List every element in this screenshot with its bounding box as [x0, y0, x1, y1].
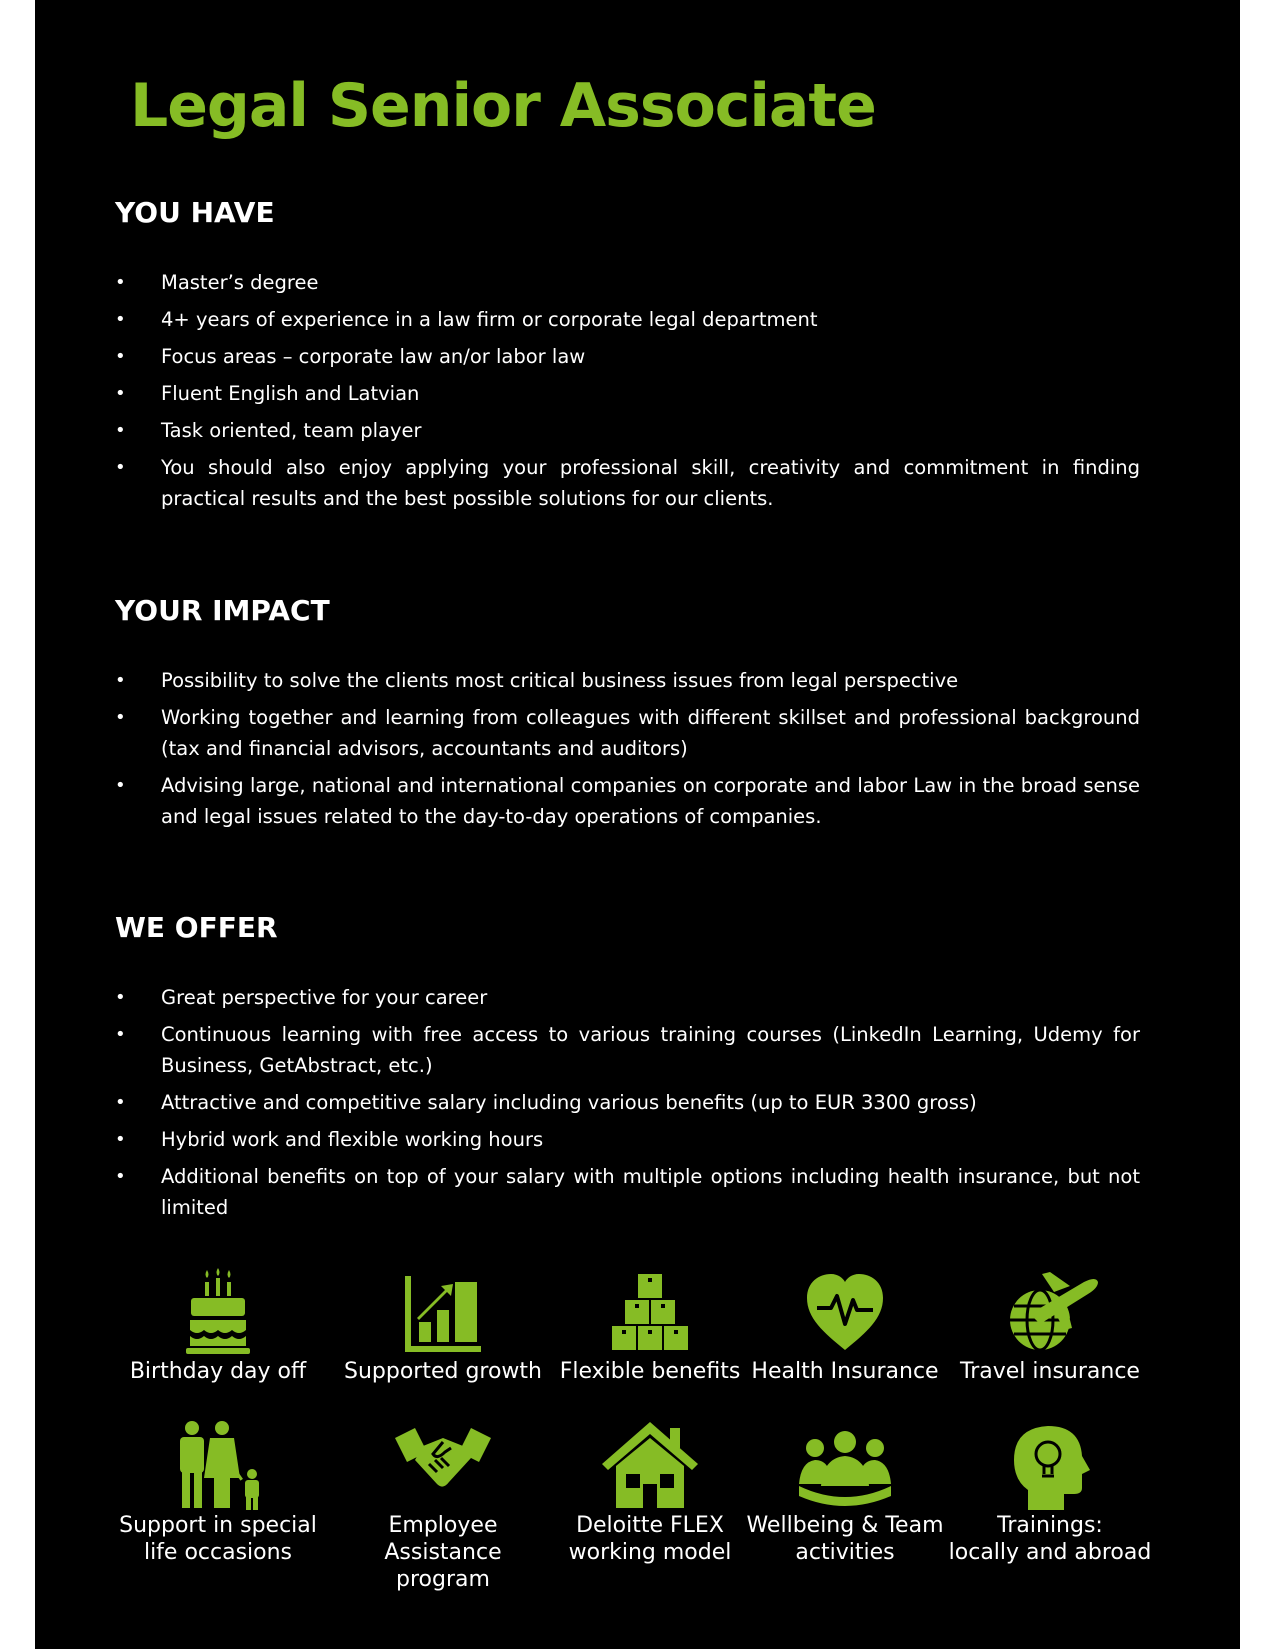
- list-item: • Task oriented, team player: [115, 419, 422, 442]
- benefit-life-occasions: [108, 1420, 328, 1566]
- list-item: • Advising large, national and international companies on corporate and labor Law in the broad sense and legal issues related to the day-to-day operations of companies.: [115, 774, 1140, 828]
- benefit-health: [735, 1268, 955, 1385]
- benefit-flexible: [540, 1268, 760, 1385]
- benefit-label: Supported growth: [343, 1359, 542, 1384]
- benefit-label: Deloitte FLEX working model: [568, 1513, 732, 1565]
- benefit-label: Birthday day off: [129, 1359, 307, 1384]
- we-offer-list: [115, 982, 1140, 1229]
- family-icon: [168, 1420, 268, 1512]
- list-item: • Attractive and competitive salary including various benefits (up to EUR 3300 gross): [115, 1091, 977, 1114]
- growth-chart-icon: [403, 1268, 483, 1358]
- team-icon: [795, 1420, 895, 1512]
- page-title: Legal Senior Associate: [130, 71, 876, 141]
- you-have-list: [115, 267, 1140, 520]
- stacked-boxes-icon: [608, 1268, 692, 1358]
- benefit-growth: [333, 1268, 553, 1385]
- house-icon: [600, 1420, 700, 1512]
- benefit-trainings: [940, 1420, 1160, 1566]
- your-impact-list: [115, 665, 1140, 838]
- section-heading-you-have: YOU HAVE: [115, 196, 275, 229]
- heart-pulse-icon: [803, 1268, 887, 1358]
- document-page: [35, 0, 1240, 1649]
- benefit-label: Travel insurance: [960, 1359, 1140, 1384]
- benefit-birthday: [108, 1268, 328, 1385]
- list-item: • Focus areas – corporate law an/or labor law: [115, 345, 586, 368]
- benefit-label: Wellbeing & Team activities: [746, 1513, 944, 1565]
- list-item: • Additional benefits on top of your salary with multiple options including health insurance, but not limited: [115, 1165, 1140, 1219]
- benefit-employee-assistance: [333, 1420, 553, 1593]
- benefit-label: Support in special life occasions: [119, 1513, 317, 1565]
- benefit-travel: [940, 1268, 1160, 1385]
- list-item: • 4+ years of experience in a law firm or corporate legal department: [115, 308, 818, 331]
- benefit-label: Flexible benefits: [559, 1359, 741, 1384]
- list-item: • Great perspective for your career: [115, 986, 488, 1009]
- section-heading-your-impact: YOUR IMPACT: [115, 594, 330, 627]
- list-item: • Master’s degree: [115, 271, 319, 294]
- benefit-label: Health Insurance: [751, 1359, 939, 1384]
- list-item: • Working together and learning from colleagues with different skillset and professional background (tax and financial advisors, accountants and auditors): [115, 706, 1140, 760]
- list-item: • Possibility to solve the clients most critical business issues from legal perspective: [115, 669, 959, 692]
- handshake-icon: [393, 1420, 493, 1512]
- benefit-wellbeing: [735, 1420, 955, 1566]
- benefit-label: Trainings: locally and abroad: [948, 1513, 1152, 1565]
- list-item: • Hybrid work and flexible working hours: [115, 1128, 544, 1151]
- benefit-label: Employee Assistance program: [384, 1513, 502, 1592]
- birthday-cake-icon: [178, 1268, 258, 1358]
- head-lightbulb-icon: [1000, 1420, 1100, 1512]
- benefit-flex-model: [540, 1420, 760, 1566]
- section-heading-we-offer: WE OFFER: [115, 911, 278, 944]
- list-item: • Fluent English and Latvian: [115, 382, 420, 405]
- globe-airplane-icon: [1000, 1268, 1100, 1358]
- list-item: • Continuous learning with free access to various training courses (LinkedIn Learning, Udemy for Business, GetAbstract, etc.): [115, 1023, 1140, 1077]
- list-item: • You should also enjoy applying your professional skill, creativity and commitment in finding practical results and the best possible solutions for our clients.: [115, 456, 1140, 510]
